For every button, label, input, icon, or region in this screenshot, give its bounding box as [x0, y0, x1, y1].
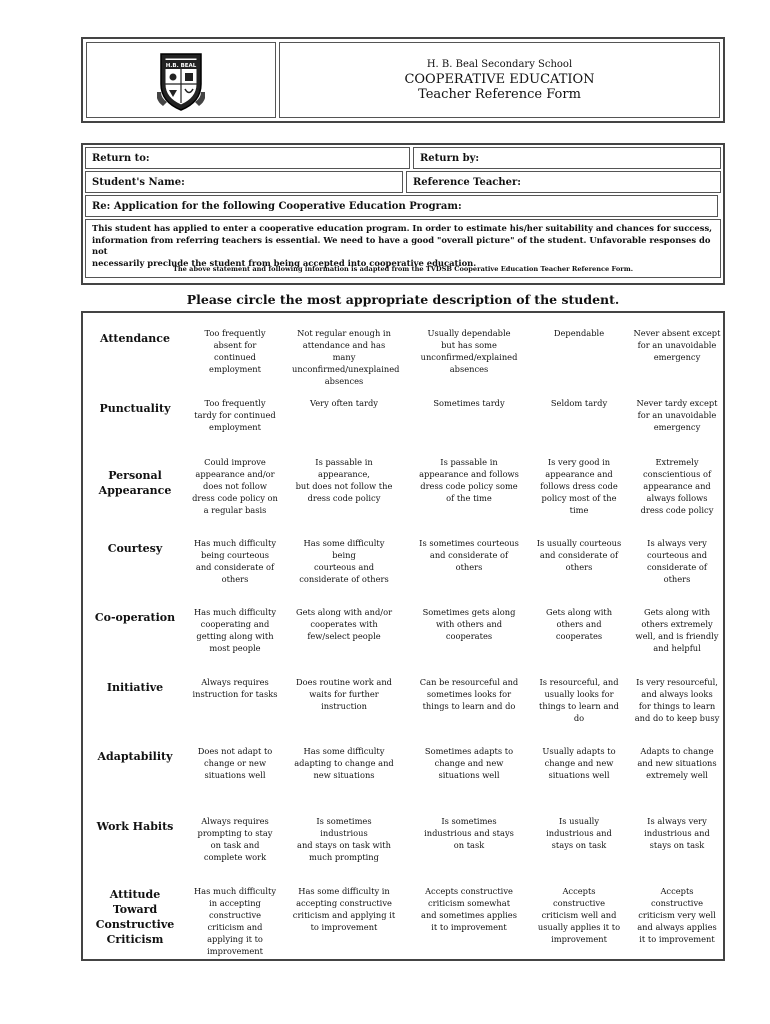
rating-option-line: Can be resourceful and — [419, 677, 519, 687]
rating-option-level-2[interactable] — [292, 676, 396, 712]
rating-option-level-3[interactable] — [417, 606, 521, 642]
rating-option-line: Is passable in appearance, — [315, 457, 373, 479]
rating-option-line: on task — [453, 840, 485, 850]
rating-option-line: Has much difficulty — [193, 538, 277, 548]
rating-option-line: things to learn and do — [422, 701, 516, 711]
rating-option-line: usually applies it to — [537, 922, 621, 932]
rating-option-line: situations well — [204, 770, 266, 780]
criterion-label-line: Appearance — [98, 484, 172, 497]
rating-option-line: situations well — [548, 770, 610, 780]
rating-option-level-2[interactable] — [292, 537, 396, 585]
rating-option-line: others — [663, 574, 691, 584]
rating-option-line: absences — [324, 376, 364, 386]
criterion-label — [87, 887, 183, 947]
criterion-label — [87, 819, 183, 834]
rating-option-line: Seldom tardy — [550, 398, 608, 408]
rating-option-line: others — [455, 562, 483, 572]
rating-option-level-4[interactable] — [527, 745, 631, 781]
rating-option-line: Does routine work and — [296, 677, 392, 687]
purpose-statement — [85, 219, 721, 278]
rating-option-line: extremely well — [646, 770, 708, 780]
rating-option-line: Is sometimes courteous — [419, 538, 519, 548]
rating-option-line: a regular basis — [203, 505, 267, 515]
rating-option-line: emergency — [653, 422, 701, 432]
criterion-label-line: Courtesy — [107, 542, 163, 555]
rating-option-line: employment — [209, 422, 261, 432]
rating-option-line: emergency — [653, 352, 701, 362]
rating-option-line: and new situations — [637, 758, 717, 768]
rating-option-level-5[interactable] — [625, 676, 729, 724]
rating-option-line: Very often tardy — [310, 398, 378, 408]
rating-option-level-5[interactable] — [625, 327, 729, 363]
rating-option-line: and helpful — [653, 643, 701, 653]
rating-option-line: Is usually — [558, 816, 600, 826]
rating-option-line: criticism and — [207, 922, 263, 932]
rating-option-line: criticism and applying it — [292, 910, 396, 920]
rating-option-level-1[interactable] — [183, 676, 287, 700]
instruction-text: Please circle the most appropriate description of the student. — [186, 292, 620, 307]
rating-option-line: do — [573, 713, 585, 723]
rating-option-level-2[interactable] — [292, 815, 396, 863]
info-row-student — [85, 171, 721, 193]
rating-option-line: does not follow — [203, 481, 267, 491]
rating-option-line: cooperates — [445, 631, 493, 641]
rating-option-line: Gets along with — [643, 607, 711, 617]
rating-option-line: much prompting — [309, 852, 379, 862]
rating-option-level-4[interactable] — [527, 606, 631, 642]
rating-option-level-5[interactable] — [625, 745, 729, 781]
student-name-field[interactable]: Student's Name: — [85, 171, 403, 193]
rating-option-line: with others and — [435, 619, 503, 629]
rating-option-line: Is resourceful, and — [539, 677, 619, 687]
criterion-label-line: Adaptability — [97, 750, 173, 763]
rating-option-line: and do to keep busy — [634, 713, 720, 723]
rating-option-line: Always requires — [201, 816, 269, 826]
rating-option-line: follows dress code — [540, 481, 618, 491]
rating-option-line: for things to learn — [638, 701, 716, 711]
criterion-label — [87, 401, 183, 416]
rating-option-line: it to improvement — [431, 922, 507, 932]
rating-option-level-2[interactable] — [292, 745, 396, 781]
rating-option-level-3[interactable] — [417, 537, 521, 573]
rating-option-line: considerate of others — [299, 574, 389, 584]
return-to-field[interactable]: Return to: — [85, 147, 410, 169]
rating-option-line: Has some difficulty in — [298, 886, 390, 896]
rating-option-line: cooperates — [555, 631, 603, 641]
rating-option-line: change and new — [434, 758, 504, 768]
rating-option-line: unconfirmed/explained — [420, 352, 518, 362]
rating-option-line: for an unavoidable — [637, 340, 717, 350]
rating-option-line: dress code policy — [307, 493, 381, 503]
rating-option-line: Sometimes adapts to — [424, 746, 514, 756]
criterion-label-line: Attitude — [109, 888, 161, 901]
rating-option-line: well, and is friendly — [635, 631, 719, 641]
rating-option-line: constructive — [650, 898, 704, 908]
rating-option-line: industrious and — [546, 828, 612, 838]
rating-option-line: Could improve — [204, 457, 266, 467]
rating-option-line: appearance and — [643, 481, 711, 491]
rating-option-line: appearance and/or — [195, 469, 275, 479]
rating-option-level-1[interactable] — [183, 456, 287, 516]
rating-option-level-1[interactable] — [183, 745, 287, 781]
rating-option-level-1[interactable] — [183, 397, 287, 433]
rating-option-level-4[interactable] — [527, 815, 631, 851]
criterion-label-line: Toward — [112, 903, 158, 916]
rating-option-line: Is always very — [647, 816, 707, 826]
rating-option-line: continued — [214, 352, 256, 362]
rating-option-line: Gets along with — [545, 607, 613, 617]
rubric-table — [81, 311, 725, 961]
form-header — [81, 37, 725, 123]
student-info-section — [81, 143, 725, 285]
rating-option-line: attendance and has many — [302, 340, 386, 362]
rating-option-line: change or new — [203, 758, 267, 768]
rating-option-level-2[interactable] — [292, 456, 396, 504]
rating-option-line: Is very good in — [547, 457, 611, 467]
rating-option-line: Always requires — [201, 677, 269, 687]
application-program-field[interactable]: Re: Application for the following Cooperative Education Program: — [85, 195, 718, 217]
criterion-label — [87, 610, 183, 625]
rating-option-level-1[interactable] — [183, 537, 287, 585]
reference-teacher-field[interactable]: Reference Teacher: — [406, 171, 721, 193]
rating-option-line: usually looks for — [544, 689, 614, 699]
rating-option-level-4[interactable] — [527, 456, 631, 516]
rating-option-line: Has some difficulty — [303, 746, 385, 756]
rating-option-line: Usually adapts to — [542, 746, 616, 756]
school-crest-cell — [86, 42, 276, 118]
rating-option-level-5[interactable] — [625, 606, 729, 654]
return-by-field[interactable]: Return by: — [413, 147, 721, 169]
criterion-label — [87, 468, 183, 498]
rating-option-line: Dependable — [553, 328, 605, 338]
rating-option-line: time — [569, 505, 589, 515]
rating-option-level-1[interactable] — [183, 815, 287, 863]
rating-option-line: on task and — [210, 840, 260, 850]
rating-option-line: and sometimes applies — [421, 910, 517, 920]
rating-option-level-4[interactable] — [527, 885, 631, 945]
statement-line: necessarily preclude the student from being accepted into cooperative education. — [92, 257, 477, 268]
rating-option-line: Not regular enough in — [297, 328, 391, 338]
rating-option-level-4[interactable] — [527, 537, 631, 573]
rating-option-line: stays on task — [551, 840, 607, 850]
rating-option-line: prompting to stay — [197, 828, 273, 838]
program-title: COOPERATIVE EDUCATION — [404, 71, 595, 87]
rating-option-level-3[interactable] — [417, 456, 521, 504]
criterion-label — [87, 749, 183, 764]
rating-option-level-4[interactable] — [527, 327, 631, 339]
rating-option-line: others — [565, 562, 593, 572]
rating-option-line: and always applies — [637, 922, 717, 932]
rating-option-line: instruction — [321, 701, 367, 711]
rating-option-line: being courteous — [201, 550, 269, 560]
school-name: H. B. Beal Secondary School — [426, 58, 573, 70]
rating-option-level-3[interactable] — [417, 397, 521, 409]
rating-option-level-4[interactable] — [527, 397, 631, 409]
rating-option-level-2[interactable] — [292, 397, 396, 409]
rating-option-line: Adapts to change — [640, 746, 714, 756]
rating-option-line: Accepts constructive — [425, 886, 513, 896]
rating-option-line: it to improvement — [639, 934, 715, 944]
rating-option-line: Has much difficulty — [193, 886, 277, 896]
rating-option-level-3[interactable] — [417, 745, 521, 781]
rating-option-line: cooperates with — [310, 619, 378, 629]
rating-option-line: and considerate of — [539, 550, 619, 560]
rating-option-line: Has much difficulty — [193, 607, 277, 617]
rating-option-line: Gets along with and/or — [295, 607, 393, 617]
rating-option-line: complete work — [203, 852, 267, 862]
rating-option-line: Usually dependable — [427, 328, 511, 338]
rating-option-line: Too frequently — [204, 328, 266, 338]
rating-option-line: criticism well and — [541, 910, 617, 920]
rating-option-line: Never absent except — [633, 328, 721, 338]
rating-option-line: and considerate of — [429, 550, 509, 560]
rating-option-level-2[interactable] — [292, 606, 396, 642]
rating-option-line: always follows — [646, 493, 708, 503]
school-crest-icon — [157, 48, 205, 112]
rating-option-line: for an unavoidable — [637, 410, 717, 420]
svg-text:H.B. BEAL: H.B. BEAL — [165, 63, 197, 69]
rating-option-level-3[interactable] — [417, 815, 521, 851]
rating-option-line: Has some difficulty being — [303, 538, 385, 560]
rating-option-line: criticism somewhat — [427, 898, 511, 908]
rating-option-line: others extremely — [641, 619, 713, 629]
rating-option-line: in accepting — [209, 898, 261, 908]
criterion-label-line: Personal — [108, 469, 162, 482]
rating-option-line: change and new — [544, 758, 614, 768]
rating-option-line: Is always very — [647, 538, 707, 548]
criterion-label-line: Work Habits — [96, 820, 174, 833]
rating-option-line: waits for further — [309, 689, 379, 699]
rating-option-line: things to learn and — [539, 701, 619, 711]
rating-option-line: of the time — [446, 493, 492, 503]
info-row-application — [85, 195, 721, 217]
criterion-label-line: Punctuality — [99, 402, 171, 415]
rating-option-line: industrious and — [644, 828, 710, 838]
rating-option-line: getting along with — [196, 631, 274, 641]
rating-option-line: Is passable in — [440, 457, 498, 467]
rating-option-level-5[interactable] — [625, 456, 729, 516]
criterion-label — [87, 331, 183, 346]
criterion-label-line: Attendance — [99, 332, 170, 345]
rating-option-level-5[interactable] — [625, 397, 729, 433]
rating-option-line: improvement — [551, 934, 607, 944]
rating-option-line: and considerate of — [195, 562, 275, 572]
rating-option-line: applying it to — [207, 934, 263, 944]
criterion-label — [87, 541, 183, 556]
rating-option-line: dress code policy some — [420, 481, 518, 491]
rating-option-line: policy most of the — [541, 493, 617, 503]
criterion-label — [87, 680, 183, 695]
rating-option-line: but has some — [441, 340, 497, 350]
rating-option-line: others — [221, 574, 249, 584]
rating-option-line: Never tardy except — [636, 398, 718, 408]
rating-option-line: Accepts — [660, 886, 694, 896]
rating-option-line: stays on task — [649, 840, 705, 850]
rating-option-level-1[interactable] — [183, 327, 287, 375]
rating-option-line: unconfirmed/unexplained — [292, 364, 400, 374]
rating-option-line: sometimes looks for — [426, 689, 512, 699]
rating-option-line: conscientious of — [642, 469, 712, 479]
rating-option-line: others and — [556, 619, 602, 629]
rating-option-line: Extremely — [655, 457, 699, 467]
rating-option-line: industrious and stays — [424, 828, 514, 838]
rating-option-line: Too frequently — [204, 398, 266, 408]
rating-option-line: improvement — [207, 946, 263, 956]
rating-option-line: tardy for continued — [194, 410, 276, 420]
rating-option-line: criticism very well — [638, 910, 716, 920]
statement-line: information from referring teachers is essential. We need to have a good "overall picture" of the student. Unfavorable responses do not — [92, 234, 711, 256]
rating-option-line: Is usually courteous — [536, 538, 622, 548]
rating-option-line: dress code policy — [640, 505, 714, 515]
rating-option-level-1[interactable] — [183, 885, 287, 957]
rating-option-line: appearance and — [545, 469, 613, 479]
criterion-label-line: Initiative — [106, 681, 164, 694]
rating-option-level-3[interactable] — [417, 885, 521, 933]
header-title-block — [279, 42, 720, 118]
rating-option-level-2[interactable] — [292, 885, 396, 933]
rating-option-line: dress code policy on — [192, 493, 278, 503]
rating-option-line: Is sometimes industrious — [316, 816, 372, 838]
rating-option-level-5[interactable] — [625, 537, 729, 585]
rating-option-line: but does not follow the — [295, 481, 393, 491]
rating-option-line: few/select people — [307, 631, 381, 641]
rating-option-line: accepting constructive — [296, 898, 392, 908]
rating-option-level-4[interactable] — [527, 676, 631, 724]
form-title: Teacher Reference Form — [418, 86, 581, 102]
rating-option-line: new situations — [313, 770, 375, 780]
rating-option-line: and stays on task with — [297, 840, 391, 850]
rating-option-line: Is sometimes — [441, 816, 497, 826]
rating-option-level-3[interactable] — [417, 327, 521, 375]
criterion-label-line: Co-operation — [94, 611, 176, 624]
rating-option-line: constructive — [552, 898, 606, 908]
rating-option-level-1[interactable] — [183, 606, 287, 654]
criterion-label-line: Constructive — [95, 918, 175, 931]
rating-option-level-5[interactable] — [625, 815, 729, 851]
rating-option-level-5[interactable] — [625, 885, 729, 945]
rating-option-line: Does not adapt to — [197, 746, 273, 756]
rating-option-line: Is very resourceful, — [636, 677, 718, 687]
statement-line: This student has applied to enter a cooperative education program. In order to estimate his/her suitability and chances for success, — [92, 223, 713, 233]
rating-option-line: to improvement — [310, 922, 378, 932]
rating-option-line: instruction for tasks — [192, 689, 278, 699]
info-row-return — [85, 147, 721, 169]
rating-option-line: courteous and — [313, 562, 375, 572]
rating-option-level-3[interactable] — [417, 676, 521, 712]
adapted-note: The above statement and following information is adapted from the TVDSB Cooperative Education Teacher Reference Form. — [172, 264, 634, 273]
rating-option-line: considerate of — [647, 562, 707, 572]
rating-option-line: absent for — [213, 340, 257, 350]
rating-option-line: absences — [449, 364, 489, 374]
rating-option-line: Sometimes tardy — [433, 398, 505, 408]
rating-option-line: employment — [209, 364, 261, 374]
rating-option-line: constructive — [208, 910, 262, 920]
rating-option-line: courteous and — [646, 550, 708, 560]
rating-option-line: situations well — [438, 770, 500, 780]
rating-option-line: most people — [209, 643, 261, 653]
rating-option-line: cooperating and — [200, 619, 270, 629]
rating-option-level-2[interactable] — [292, 327, 400, 387]
criterion-label-line: Criticism — [106, 933, 164, 946]
rating-option-line: appearance and follows — [419, 469, 519, 479]
rating-option-line: adapting to change and — [294, 758, 394, 768]
rating-option-line: and always looks — [641, 689, 713, 699]
rating-option-line: Accepts — [562, 886, 596, 896]
rating-option-line: Sometimes gets along — [422, 607, 516, 617]
